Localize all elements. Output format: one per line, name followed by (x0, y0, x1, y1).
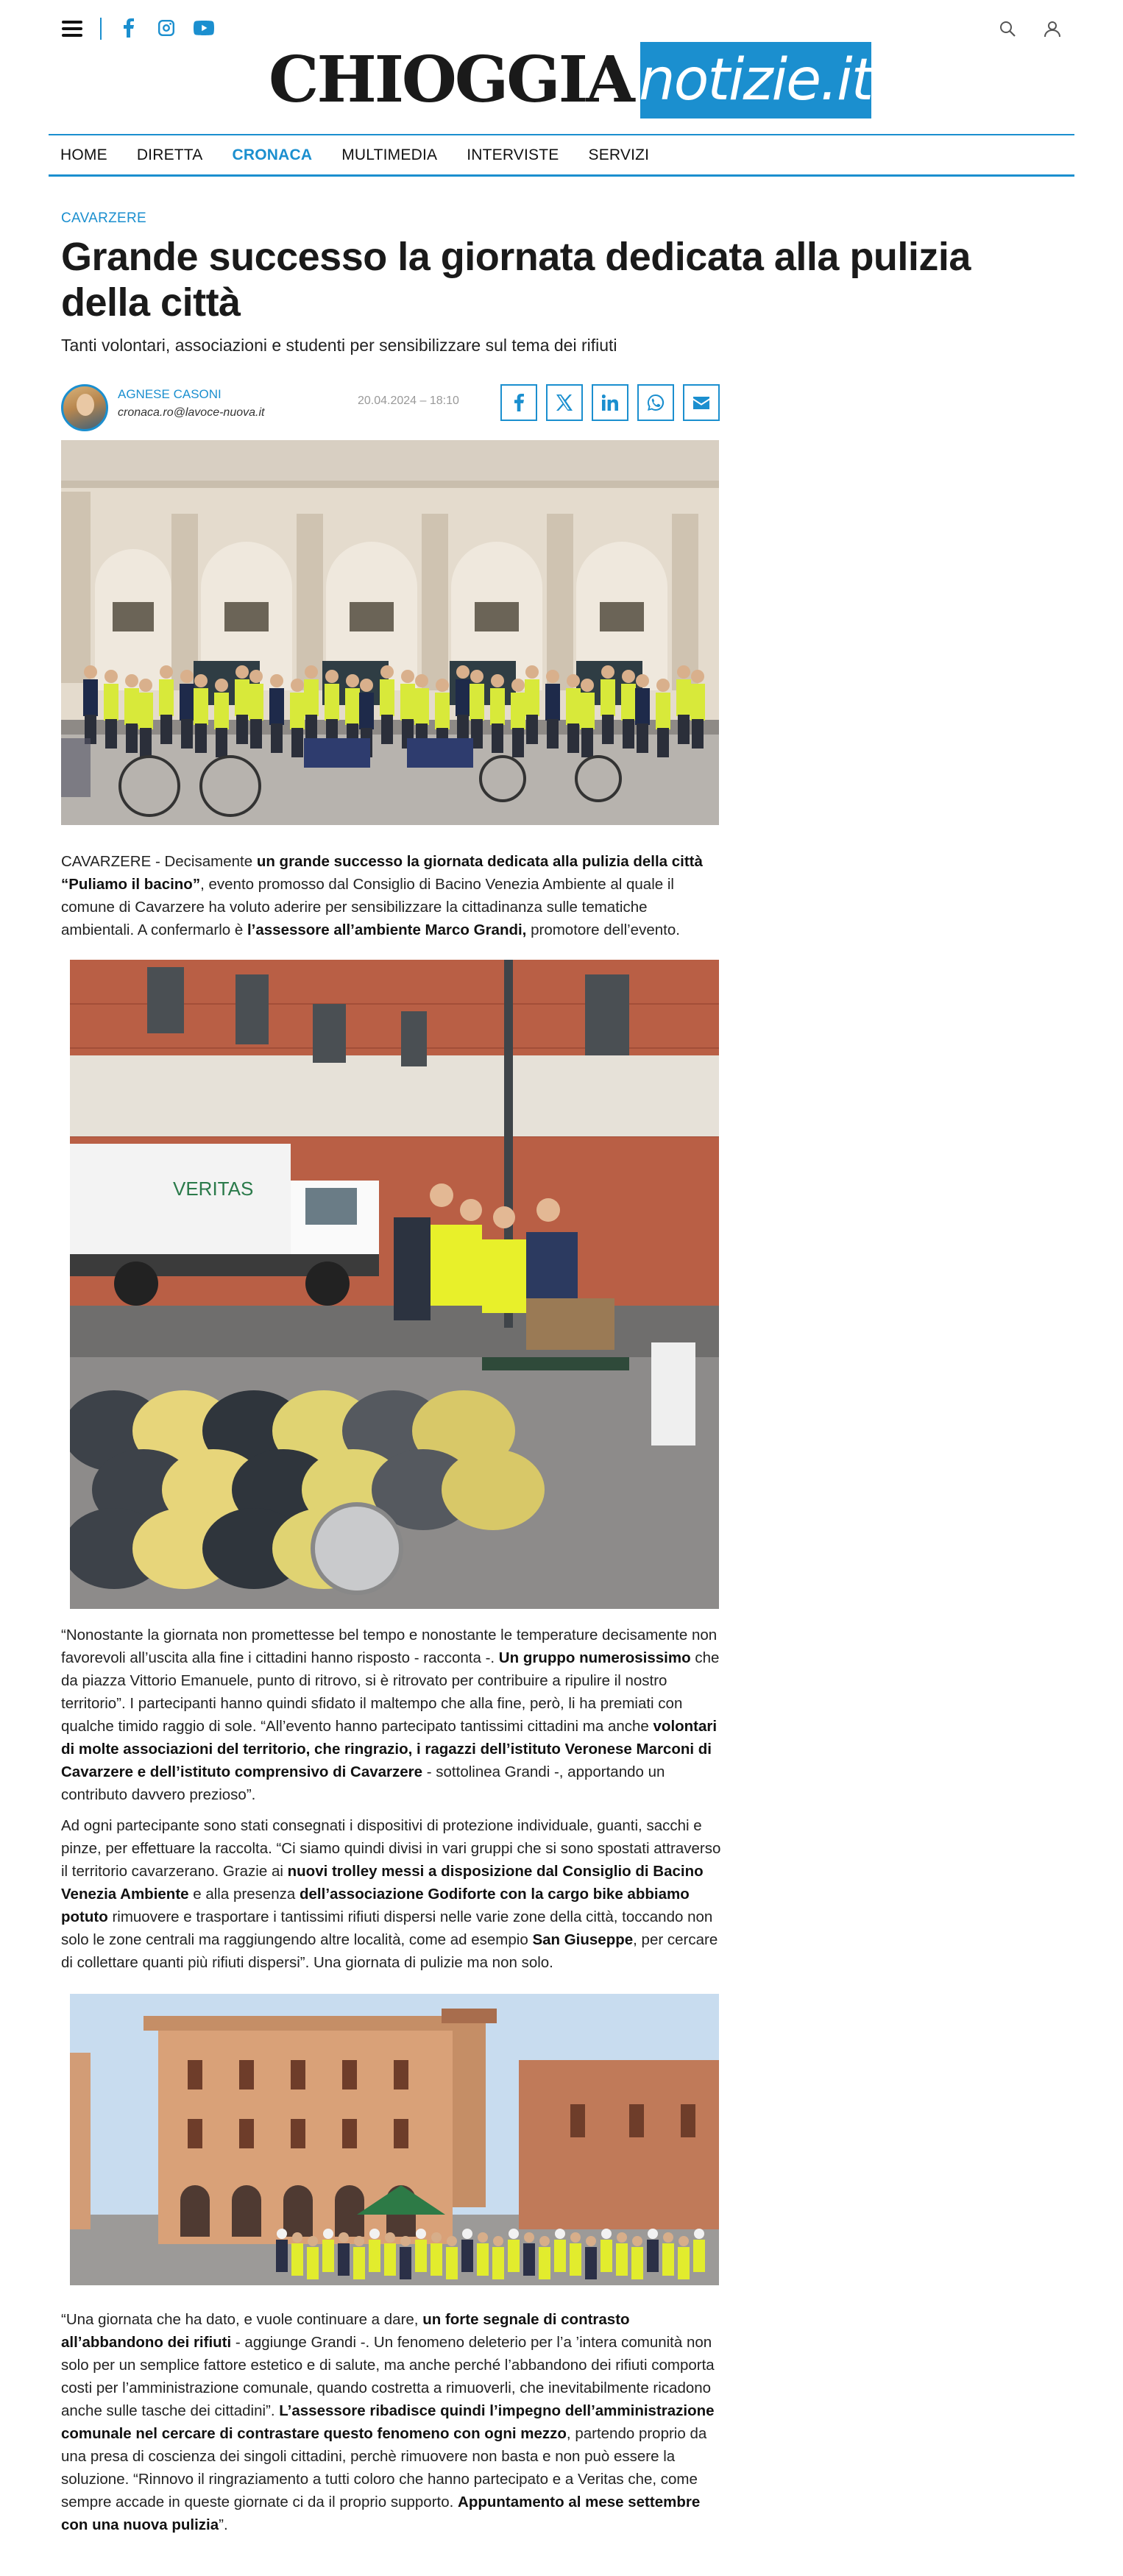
text-run: che da piazza Vittorio Emanuele, punto di ritrovo, si è ritrovato per contribuire a ripulire il nostro territorio”. I partecipanti hanno quindi sfidato il maltempo che alla fine, però, li ha premiati con qualche timido raggio di sole. “All’evento hanno partecipato tantissimi cittadini ma anche (61, 1649, 720, 1735)
x-icon (556, 394, 573, 411)
search-icon[interactable] (995, 16, 1020, 41)
instagram-icon[interactable] (156, 16, 177, 40)
text-run: Ad ogni partecipante sono stati consegnati i dispositivi di protezione individuale, guanti, sacchi e pinze, per effettuare la raccolta. “Ci siamo quindi divisi in vari gruppi che si sono spostati attraverso il territorio cavarzerano. Grazie ai (61, 1817, 721, 1880)
nav-item-diretta[interactable]: DIRETTA (136, 146, 203, 163)
text-run: ”. (219, 2516, 228, 2533)
nav-item-home[interactable]: HOME (60, 146, 107, 163)
article-photo-group (61, 440, 719, 825)
share-linkedin-button[interactable] (592, 384, 628, 421)
bold-text: volontari di molte associazioni del territorio, che ringrazio, i ragazzi dell’istituto Veronese Marconi di Cavarzere e dell’istituto comprensivo di Cavarzere (61, 1718, 718, 1780)
share-email-button[interactable] (683, 384, 720, 421)
text-run: - aggiunge Grandi -. Un fenomeno deleterio per l’a ’intera comunità non solo per un semplice fattore estetico e di salute, ma anche perché l’abbandono dei rifiuti comporta costi per l’amministrazione comunale, quando costretta a rimuoverli, che inevitabilmente ricadono anche sulle tasche dei cittadini”. (61, 2334, 715, 2419)
author-name[interactable]: AGNESE CASONI (118, 387, 222, 401)
text-run: , evento promosso dal Consiglio di Bacino Venezia Ambiente al quale il comune di Cavarzere ha voluto aderire per sensibilizzare la cittadinanza sulle tematiche ambientali. A confermarlo è (61, 876, 674, 938)
article-subtitle: Tanti volontari, associazioni e studenti per sensibilizzare sul tema dei rifiuti (61, 336, 617, 355)
text-run: e alla presenza (188, 1886, 300, 1903)
share-whatsapp-button[interactable] (637, 384, 674, 421)
bold-text: L’assessore ribadisce quindi l’impegno dell’amministrazione comunale nel cercare di contrastare questo fenomeno con ogni mezzo (61, 2402, 715, 2442)
article-paragraph-2 (61, 1624, 722, 1806)
article-paragraph-1 (61, 850, 722, 941)
menu-icon[interactable] (62, 21, 82, 37)
bold-text: un forte segnale di contrasto all’abbandono dei rifiuti (61, 2311, 630, 2351)
text-run: promotore dell’evento. (526, 921, 680, 938)
logo-main-text: CHIOGGIA (269, 43, 633, 117)
article-paragraph-4 (61, 2308, 722, 2536)
nav-item-multimedia[interactable]: MULTIMEDIA (341, 146, 438, 163)
article-photo-collected-waste (70, 960, 719, 1609)
header-divider (100, 18, 102, 40)
facebook-icon[interactable] (120, 16, 138, 40)
text-run: - sottolinea Grandi -, apportando un contributo davvero prezioso”. (61, 1763, 665, 1803)
bold-text: Appuntamento al mese settembre con una nuova pulizia (61, 2494, 701, 2533)
article-paragraph-3 (61, 1814, 722, 1974)
linkedin-icon (602, 394, 618, 411)
avatar[interactable] (61, 384, 108, 431)
text-run: CAVARZERE - Decisamente (61, 853, 257, 870)
text-run: rimuovere e trasportare i tantissimi rifiuti dispersi nelle varie zone della città, toccando non solo le zone centrali ma raggiungendo altre località, come ad esempio (61, 1908, 713, 1948)
text-run: , per cercare di collettare quanti più rifiuti dispersi”. Una giornata di pulizie ma non solo. (61, 1931, 718, 1971)
bold-text: Un gruppo numerosissimo (498, 1649, 691, 1666)
share-facebook-button[interactable] (500, 384, 537, 421)
bold-text: un grande successo la giornata dedicata alla pulizia della città “Puliamo il bacino” (61, 853, 703, 893)
whatsapp-icon (647, 394, 665, 411)
bold-text: San Giuseppe (532, 1931, 634, 1948)
share-buttons (500, 384, 729, 421)
article-photo-town-hall (70, 1994, 719, 2285)
text-run: “Nonostante la giornata non promettesse bel tempo e nonostante le temperature decisamente non favorevoli all’uscita alla fine i cittadini hanno risposto - racconta -. (61, 1627, 718, 1666)
site-logo[interactable] (269, 41, 873, 119)
svg-text:VERITAS: VERITAS (173, 1178, 254, 1200)
text-run: , partendo proprio da una presa di coscienza dei singoli cittadini, perchè rimuovere non basta e non può essere la soluzione. “Rinnovo il ringraziamento a tutti coloro che hanno partecipato e a Veritas che, come sempre accade in queste giornate ci da il proprio supporto. (61, 2425, 707, 2510)
youtube-icon[interactable] (193, 16, 215, 40)
nav-item-servizi[interactable]: SERVIZI (588, 146, 650, 163)
logo-accent-text: notizie.it (640, 42, 871, 118)
author-row (61, 380, 718, 431)
bold-text: dell’associazione Godiforte con la cargo bike abbiamo potuto (61, 1886, 690, 1925)
share-x-button[interactable] (546, 384, 583, 421)
user-icon[interactable] (1040, 16, 1065, 41)
nav-item-cronaca[interactable]: CRONACA (232, 146, 313, 163)
nav-item-interviste[interactable]: INTERVISTE (467, 146, 559, 163)
email-icon (693, 397, 709, 409)
author-email[interactable]: cronaca.ro@lavoce-nuova.it (118, 406, 265, 419)
article-date: 20.04.2024 – 18:10 (358, 394, 459, 407)
bold-text: nuovi trolley messi a disposizione dal Consiglio di Bacino Venezia Ambiente (61, 1863, 704, 1903)
bold-text: l’assessore all’ambiente Marco Grandi, (247, 921, 527, 938)
facebook-icon (514, 394, 524, 411)
section-label[interactable]: CAVARZERE (61, 210, 147, 226)
text-run: “Una giornata che ha dato, e vuole continuare a dare, (61, 2311, 423, 2328)
main-nav (49, 134, 1074, 177)
article-title: Grande successo la giornata dedicata alla pulizia della città (61, 235, 971, 325)
